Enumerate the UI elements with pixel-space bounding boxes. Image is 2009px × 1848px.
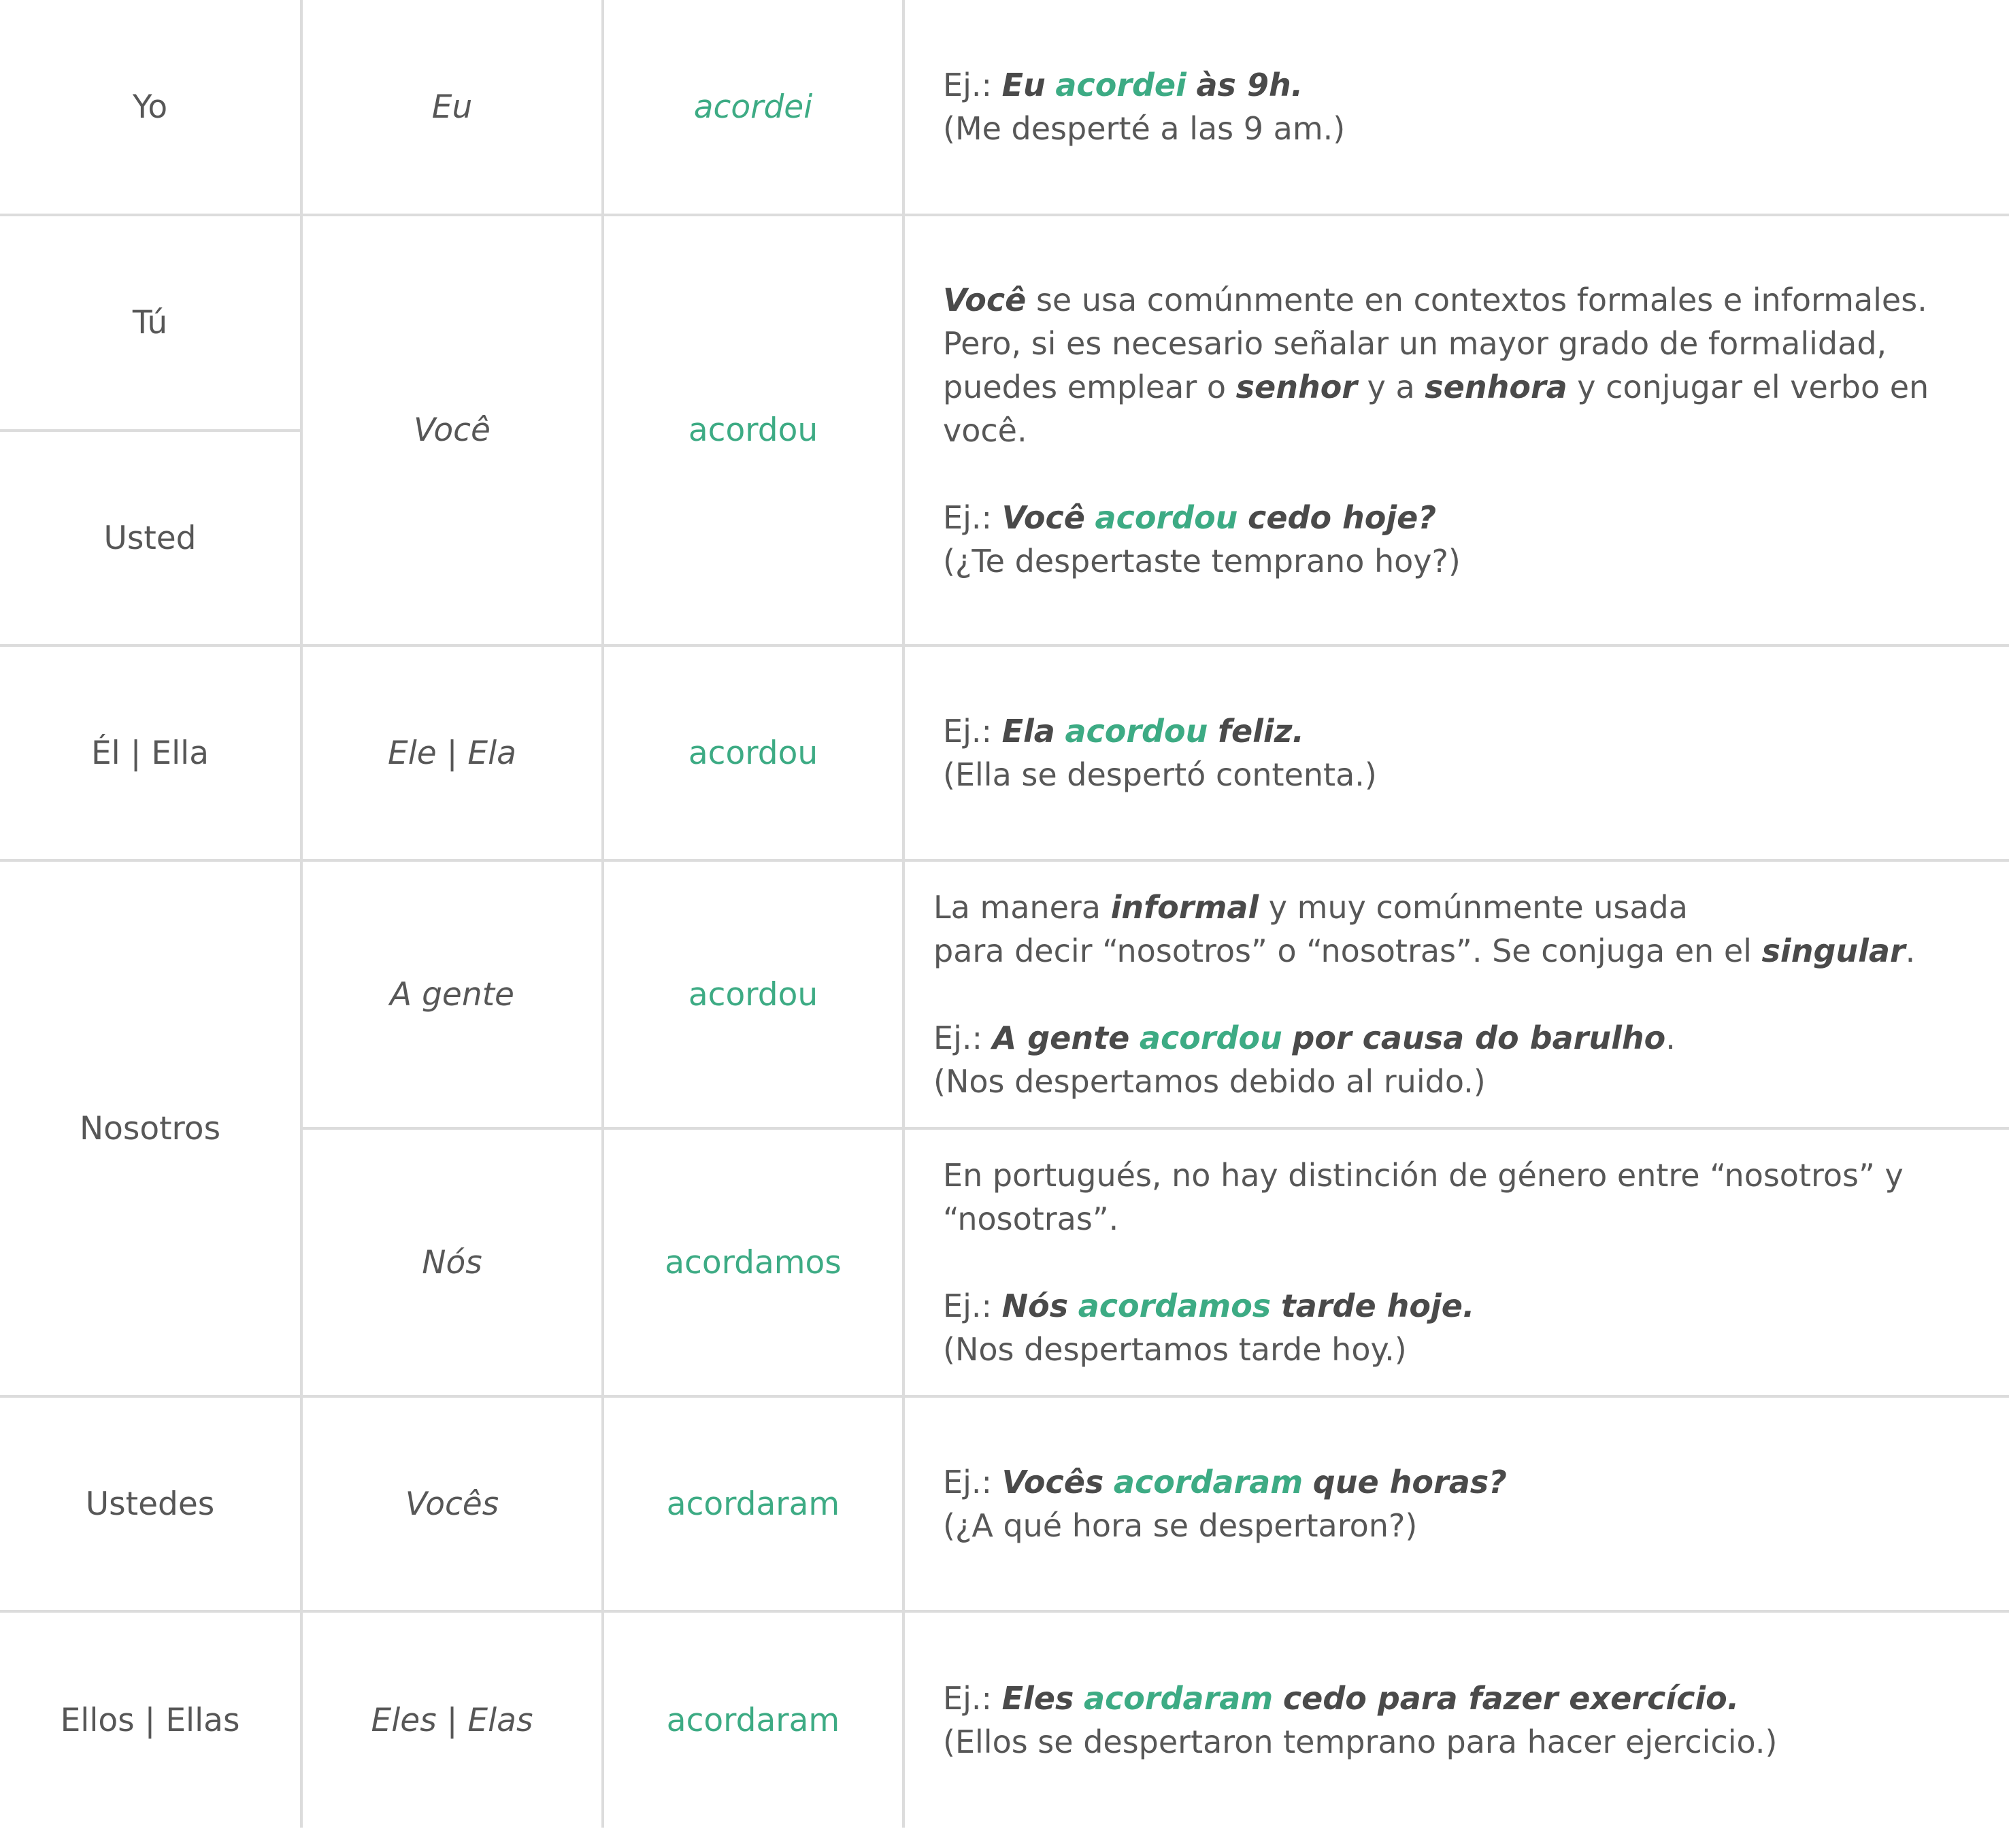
- example-end: .: [1665, 1020, 1676, 1056]
- example-cell: [943, 1398, 1991, 1610]
- example-prefix: Ej.:: [943, 67, 1002, 103]
- verb-form: acordou: [688, 975, 818, 1013]
- spanish-pronoun: Nosotros: [79, 1109, 221, 1147]
- note-text: se usa comúnmente en contextos formales e informales. Pero, si es necesario señalar un mayor grado de formalidad, puedes emplear o: [943, 281, 1927, 405]
- example-verb: acordamos: [1078, 1288, 1272, 1324]
- example-subject: Eles: [1001, 1680, 1074, 1717]
- verb-form: acordou: [688, 734, 818, 772]
- portuguese-pronoun: Eu: [431, 88, 473, 126]
- example-subject: A gente: [992, 1020, 1130, 1056]
- example-rest: cedo para fazer exercício.: [1282, 1680, 1740, 1717]
- example-rest: que horas?: [1312, 1464, 1507, 1500]
- verb-form: acordei: [693, 88, 813, 126]
- example-translation: (¿Te despertaste temprano hoy?): [943, 542, 1461, 579]
- note-term: singular: [1761, 933, 1906, 969]
- note-text: para decir “nosotros” o “nosotras”. Se conjuga en el: [933, 933, 1762, 969]
- example-subject: Vocês: [1001, 1464, 1104, 1500]
- example-cell: [943, 0, 1991, 214]
- example-verb: acordou: [1139, 1020, 1282, 1056]
- example-sentence: [943, 63, 1991, 107]
- example-cell: [943, 647, 1991, 859]
- spanish-pronoun: Usted: [103, 519, 197, 557]
- usage-note: [943, 278, 1991, 452]
- example-prefix: Ej.:: [943, 499, 1002, 536]
- example-prefix: Ej.:: [933, 1020, 993, 1056]
- note-term: senhor: [1235, 368, 1357, 405]
- verb-form: acordamos: [665, 1243, 842, 1281]
- example-translation: (Ella se despertó contenta.): [943, 756, 1377, 793]
- verb-form: acordou: [688, 411, 818, 449]
- example-verb: acordou: [1065, 713, 1208, 750]
- example-prefix: Ej.:: [943, 713, 1002, 750]
- example-verb: acordou: [1095, 499, 1238, 536]
- example-prefix: Ej.:: [943, 1464, 1002, 1500]
- example-sentence: [933, 1016, 1981, 1060]
- note-text: .: [1905, 933, 1916, 969]
- example-cell: [933, 862, 1981, 1127]
- portuguese-pronoun: Nós: [422, 1243, 482, 1281]
- example-cell: [943, 1613, 1991, 1828]
- example-verb: acordei: [1055, 67, 1186, 103]
- usage-note: [933, 886, 1981, 929]
- portuguese-pronoun: Você: [414, 411, 491, 449]
- example-sentence: [943, 709, 1991, 753]
- example-subject: Nós: [1001, 1288, 1069, 1324]
- example-prefix: Ej.:: [943, 1680, 1002, 1717]
- note-term: Você: [943, 281, 1027, 318]
- note-text: y a: [1357, 368, 1425, 405]
- example-verb: acordaram: [1084, 1680, 1274, 1717]
- note-term: informal: [1110, 889, 1259, 926]
- note-text: y conjugar el verbo en você.: [943, 368, 1929, 449]
- spanish-pronoun: Ustedes: [85, 1485, 215, 1523]
- example-rest: por causa do barulho: [1292, 1020, 1666, 1056]
- example-translation: (¿A qué hora se despertaron?): [943, 1507, 1418, 1544]
- note-text: y muy comúnmente usada: [1259, 889, 1688, 926]
- example-translation: (Ellos se despertaron temprano para hacer ejercicio.): [943, 1724, 1778, 1760]
- spanish-pronoun: Ellos | Ellas: [60, 1701, 240, 1739]
- usage-note: [933, 929, 1981, 973]
- example-sentence: [943, 1677, 1991, 1720]
- example-sentence: [943, 1284, 1991, 1328]
- spanish-pronoun: Yo: [132, 88, 168, 126]
- portuguese-pronoun: A gente: [390, 975, 514, 1013]
- example-rest: feliz.: [1217, 713, 1304, 750]
- example-rest: cedo hoje?: [1248, 499, 1437, 536]
- verb-form: acordaram: [666, 1485, 840, 1523]
- example-prefix: Ej.:: [943, 1288, 1002, 1324]
- column-divider: [902, 0, 905, 1828]
- example-cell: [943, 1130, 1991, 1395]
- portuguese-pronoun: Vocês: [405, 1485, 499, 1523]
- note-term: senhora: [1425, 368, 1567, 405]
- example-subject: Eu: [1001, 67, 1046, 103]
- example-verb: acordaram: [1113, 1464, 1304, 1500]
- example-subject: Você: [1001, 499, 1085, 536]
- usage-note: En portugués, no hay distinción de género entre “nosotros” y “nosotras”.: [943, 1157, 1904, 1237]
- example-translation: (Me desperté a las 9 am.): [943, 110, 1346, 147]
- example-rest: às 9h.: [1196, 67, 1304, 103]
- verb-form: acordaram: [666, 1701, 840, 1739]
- spanish-pronoun: Tú: [132, 304, 168, 341]
- note-text: La manera: [933, 889, 1111, 926]
- example-translation: (Nos despertamos debido al ruido.): [933, 1063, 1486, 1100]
- example-translation: (Nos despertamos tarde hoy.): [943, 1331, 1407, 1368]
- example-sentence: [943, 496, 1991, 539]
- example-sentence: [943, 1460, 1991, 1504]
- portuguese-pronoun: Eles | Elas: [371, 1701, 533, 1739]
- example-subject: Ela: [1001, 713, 1055, 750]
- spanish-pronoun: Él | Ella: [90, 734, 210, 772]
- portuguese-pronoun: Ele | Ela: [388, 734, 516, 772]
- example-cell: [943, 216, 1991, 644]
- example-rest: tarde hoje.: [1280, 1288, 1475, 1324]
